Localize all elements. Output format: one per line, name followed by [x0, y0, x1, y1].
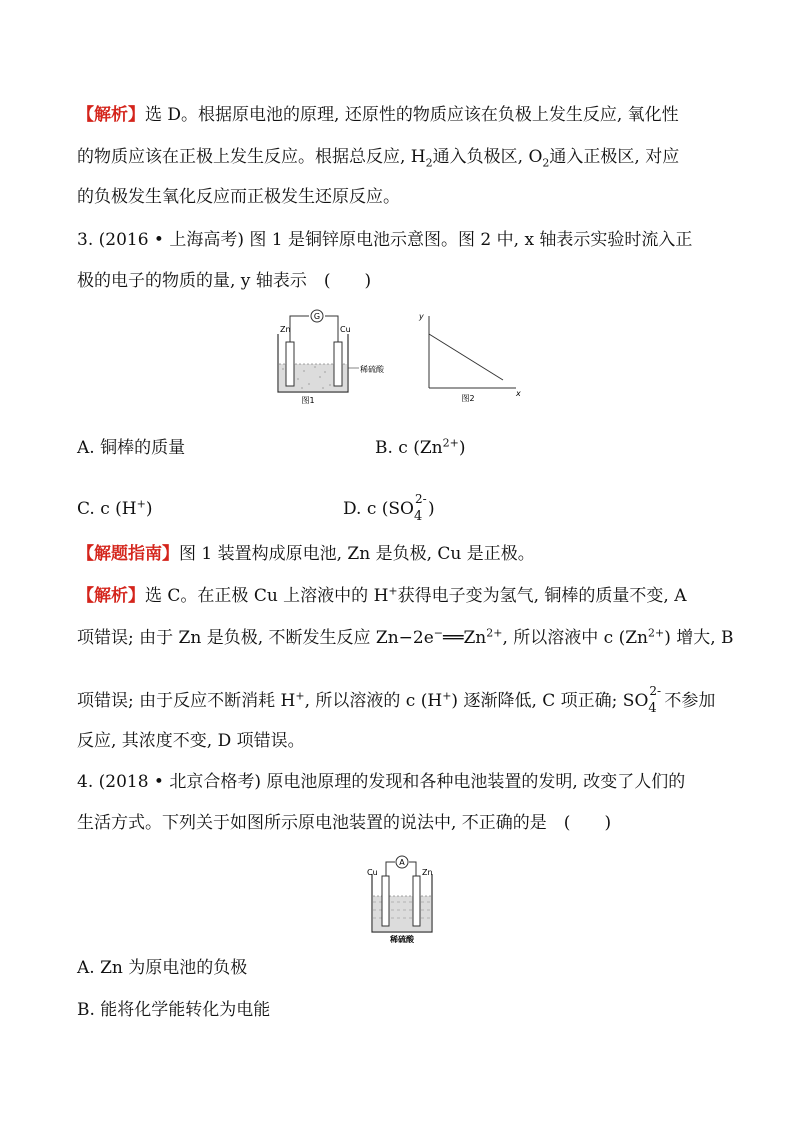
analysis-tag: 【解析】: [77, 105, 145, 125]
analysis1-line1: 【解析】选 D。根据原电池的原理, 还原性的物质应该在负极上发生反应, 氧化性: [77, 105, 679, 125]
guide-tag: 【解题指南】: [77, 544, 179, 564]
figure-cu-zn-cell-ammeter: [364, 846, 440, 944]
q4-option-a: A. Zn 为原电池的负极: [77, 958, 248, 978]
analysis2-line2: 项错误; 由于 Zn 是负极, 不断发生反应 $Zn-2e^-══Zn^{2+}$, 所以溶液中 c $(Zn^{2+})$ 增大, B: [77, 626, 734, 648]
q4-option-b: B. 能将化学能转化为电能: [77, 1000, 271, 1020]
analysis1-line3: 的负极发生氧化反应而正极发生还原反应。: [77, 187, 400, 207]
figure1-cu-zn-cell: [268, 306, 398, 404]
figure2-caption: 图2: [461, 394, 475, 402]
analysis2-line3: 项错误; 由于反应不断消耗 H+, 所以溶液的 c (H+) 逐渐降低, C 项正确; SO 2- $_4$ 不参加: [77, 684, 716, 716]
q3-stem-line1: 3. (2016 • 上海高考) 图 1 是铜锌原电池示意图。图 2 中, x 轴表示实验时流入正: [77, 230, 693, 250]
analysis-tag: 【解析】: [77, 586, 145, 606]
y-axis-label: y: [419, 312, 424, 321]
cu-electrode-label: Cu: [367, 868, 378, 877]
q3-option-a: A. 铜棒的质量: [77, 438, 186, 458]
q3-stem-line2: 极的电子的物质的量, y 轴表示 ( ): [77, 271, 372, 291]
analysis1-line2: 的物质应该在正极上发生反应。根据总反应, $H_2$通入负极区, $O_2$通入正极区, 对应: [77, 147, 680, 170]
q3-option-d: D. c (SO 2- $_4$ ): [343, 492, 435, 524]
figure2-graph: [416, 310, 526, 402]
cu-electrode-label: Cu: [340, 325, 351, 334]
guide-line: 【解题指南】图 1 装置构成原电池, Zn 是负极, Cu 是正极。: [77, 544, 535, 564]
x-axis-label: x: [516, 389, 521, 398]
ammeter-label: A: [399, 858, 405, 867]
q4-stem-line2: 生活方式。下列关于如图所示原电池装置的说法中, 不正确的是 ( ): [77, 813, 612, 833]
figure-caption: 稀硫酸: [390, 935, 414, 944]
figure1-caption: 图1: [301, 396, 315, 404]
q4-stem-line1: 4. (2018 • 北京合格考) 原电池原理的发现和各种电池装置的发明, 改变了人们的: [77, 772, 686, 792]
acid-label: 稀硫酸: [360, 365, 384, 374]
analysis2-line1: 【解析】选 C。在正极 Cu 上溶液中的 H+获得电子变为氢气, 铜棒的质量不变, A: [77, 584, 687, 606]
galvanometer-label: G: [313, 312, 321, 321]
zn-electrode-label: Zn: [422, 868, 433, 877]
analysis2-line4: 反应, 其浓度不变, D 项错误。: [77, 731, 305, 751]
zn-electrode-label: Zn: [280, 325, 291, 334]
q3-option-c: C. c (H+): [77, 497, 153, 519]
q3-option-b: B. c $(Zn^{2+})$: [375, 436, 466, 458]
